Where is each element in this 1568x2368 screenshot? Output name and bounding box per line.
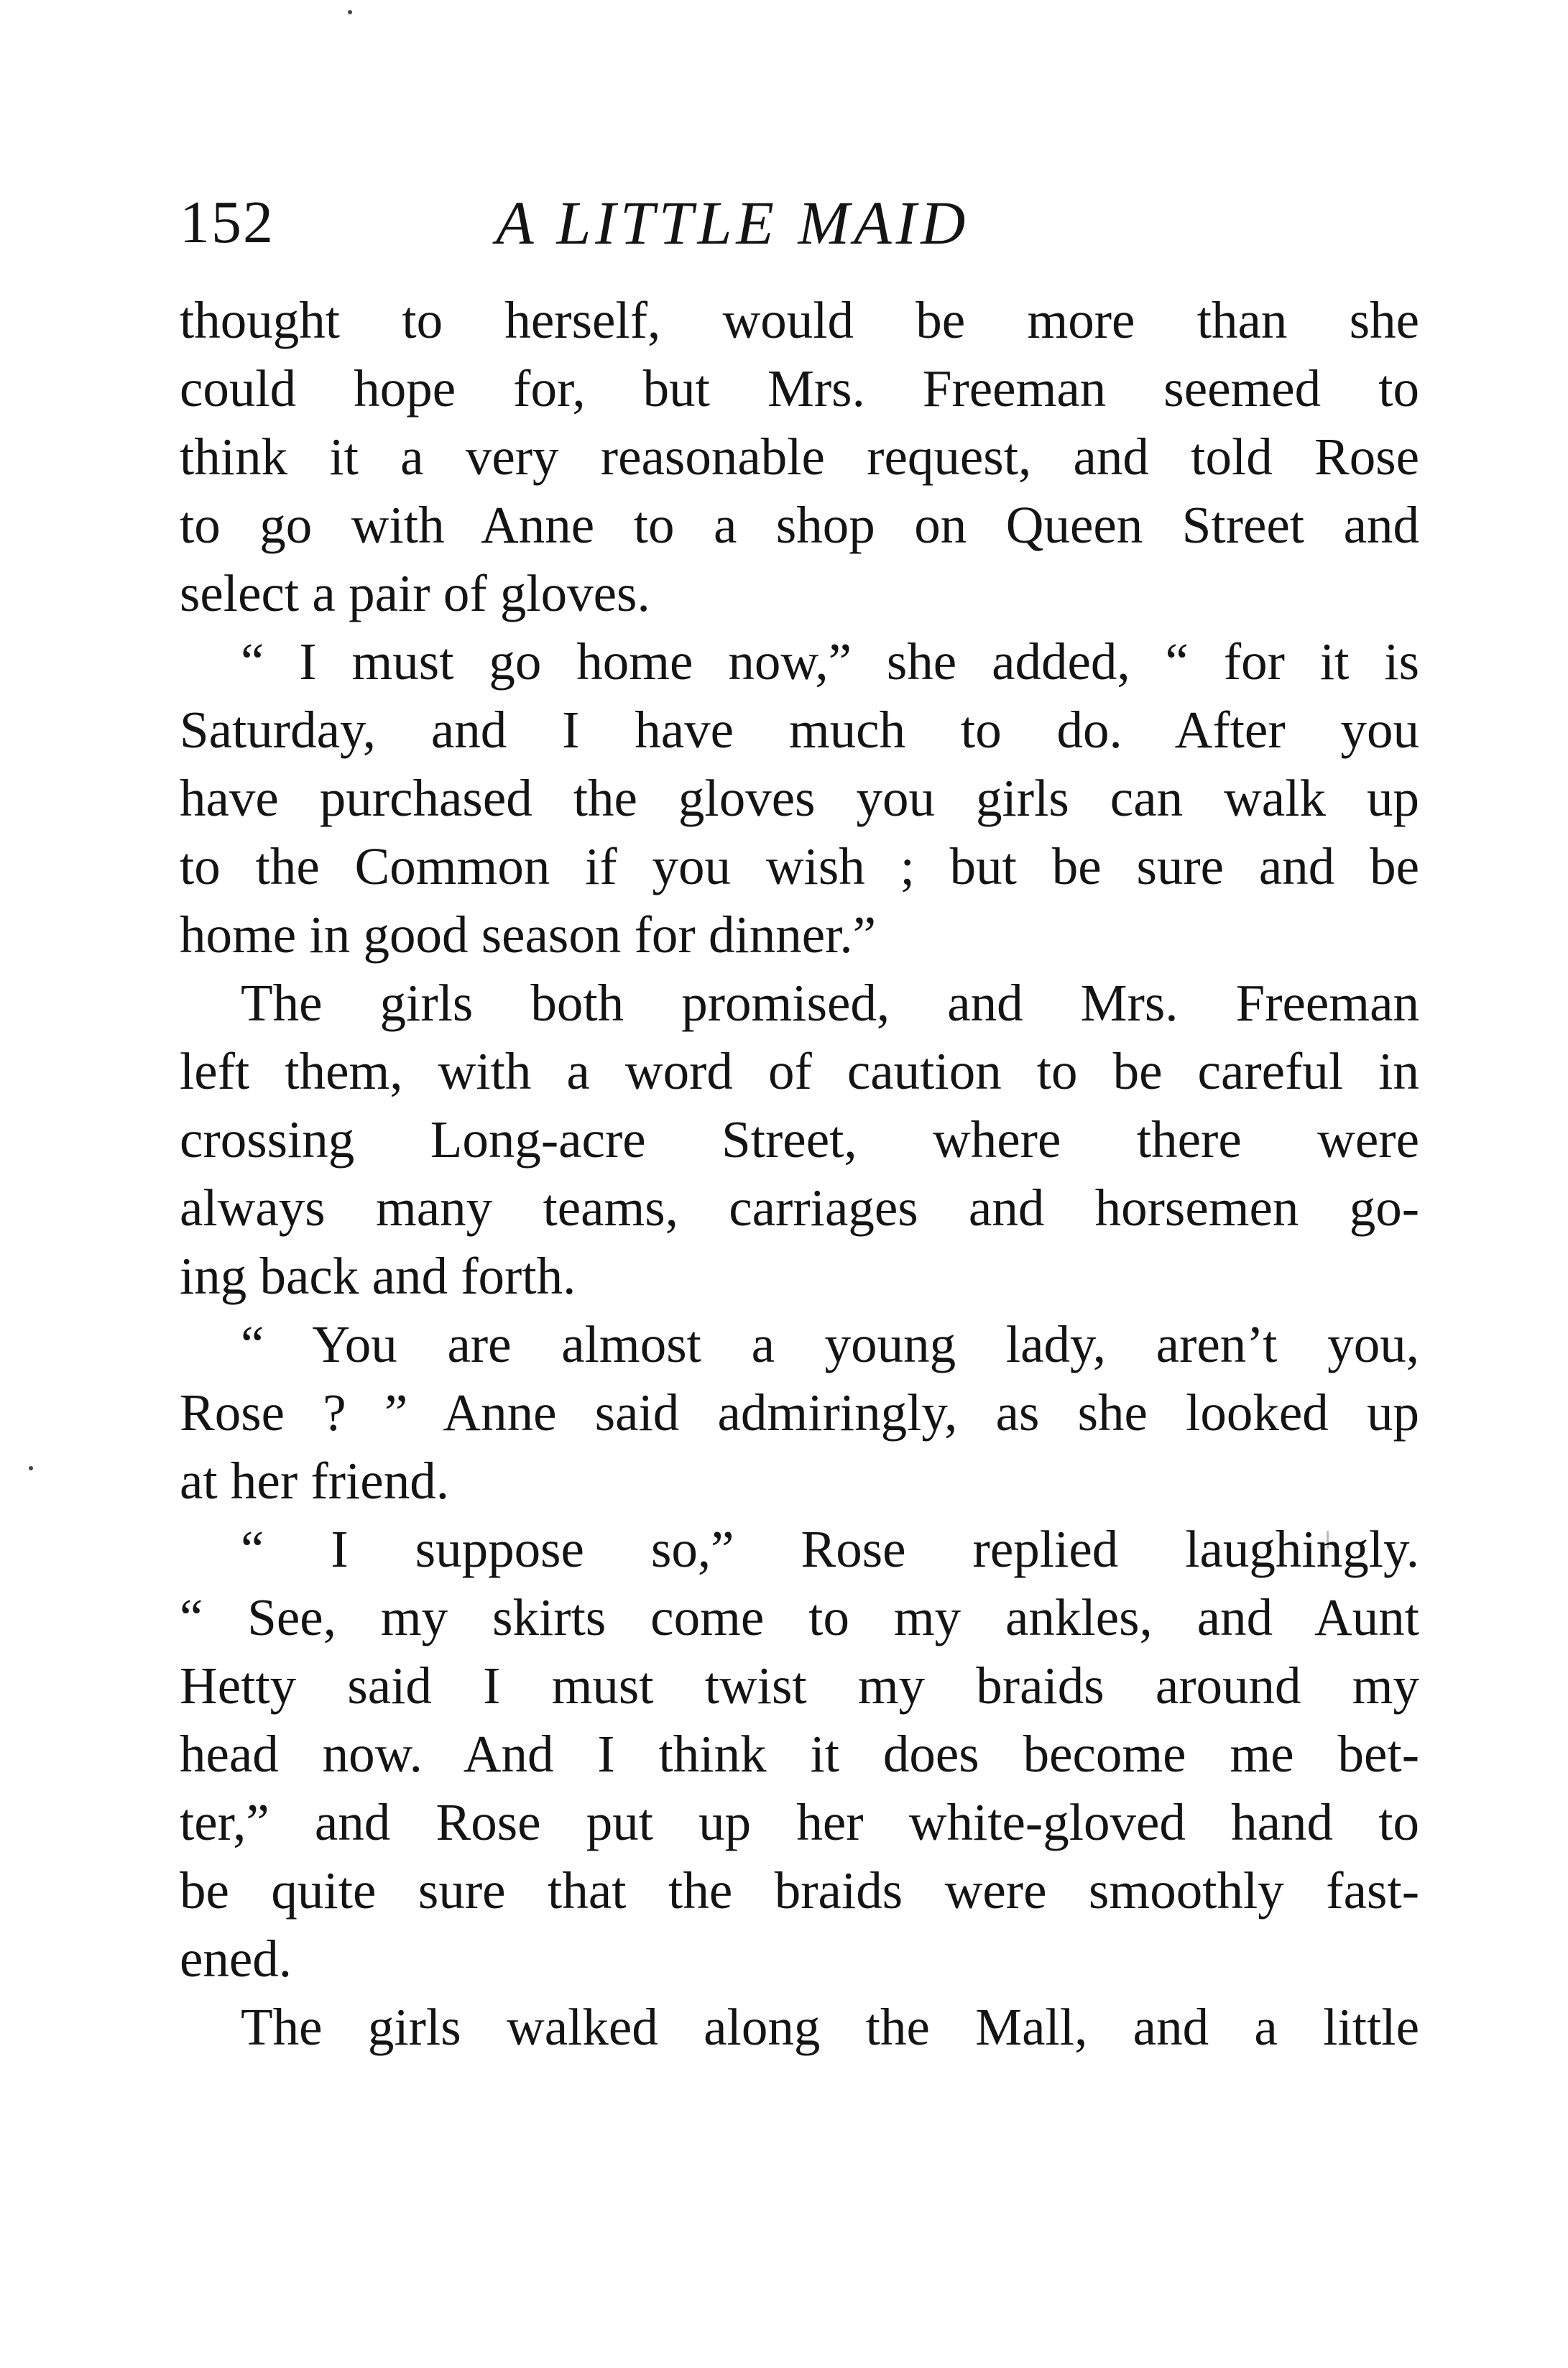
page-number: 152 [180, 189, 275, 256]
text-line: head now. And I think it does become me bet- [180, 1725, 1419, 1783]
text-line: crossing Long-acre Street, where there were [180, 1110, 1419, 1169]
text-line: “ I suppose so,” Rose replied laughingly. [241, 1520, 1419, 1578]
text-line: to go with Anne to a shop on Queen Street and [180, 496, 1419, 554]
text-line: The girls walked along the Mall, and a little [241, 1998, 1419, 2056]
text-line: “ See, my skirts come to my ankles, and Aunt [180, 1588, 1419, 1646]
print-speck [348, 10, 352, 14]
text-line: be quite sure that the braids were smoothly fast- [180, 1861, 1419, 1920]
running-head [180, 183, 1401, 262]
text-line: to the Common if you wish ; but be sure and be [180, 837, 1419, 895]
text-line: Rose ? ” Anne said admiringly, as she looked up [180, 1383, 1419, 1442]
body-text [180, 286, 1419, 2061]
print-speck [29, 1466, 33, 1470]
text-line: thought to herself, would be more than she [180, 291, 1419, 349]
text-line: ter,” and Rose put up her white-gloved hand to [180, 1793, 1419, 1851]
text-line: home in good season for dinner.” [180, 906, 877, 964]
text-line: Hetty said I must twist my braids around my [180, 1657, 1419, 1715]
text-line: The girls both promised, and Mrs. Freeman [241, 974, 1419, 1032]
text-line: “ You are almost a young lady, aren’t you, [241, 1315, 1419, 1373]
text-line: have purchased the gloves you girls can walk up [180, 769, 1419, 827]
text-line: always many teams, carriages and horsemen go- [180, 1179, 1419, 1237]
text-line: at her friend. [180, 1452, 449, 1510]
text-line: “ I must go home now,” she added, “ for it is [241, 632, 1419, 691]
running-title: A LITTLE MAID [496, 188, 970, 257]
text-line: ing back and forth. [180, 1247, 576, 1305]
text-line: think it a very reasonable request, and told Rose [180, 428, 1419, 486]
text-line: Saturday, and I have much to do. After you [180, 701, 1419, 759]
text-line: select a pair of gloves. [180, 564, 650, 622]
text-line: could hope for, but Mrs. Freeman seemed to [180, 359, 1419, 418]
text-line: ened. [180, 1930, 292, 1988]
text-line: left them, with a word of caution to be careful in [180, 1042, 1419, 1100]
